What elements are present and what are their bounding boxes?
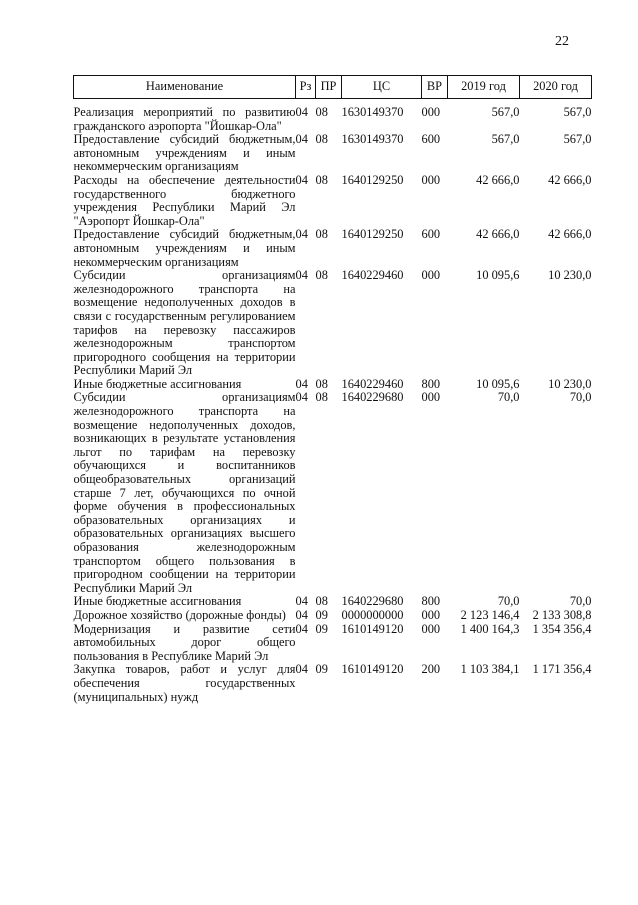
budget-table — [73, 75, 592, 704]
table-row — [74, 269, 592, 378]
row-vr: 600 — [421, 132, 441, 147]
row-cs: 1630149370 — [341, 132, 404, 147]
row-rz: 04 — [295, 105, 308, 119]
row-name: Реализация мероприятий по развитию гражданского аэропорта "Йошкар-Ола" — [73, 105, 296, 133]
table-row — [74, 391, 592, 595]
header-pr: ПР — [316, 76, 342, 99]
row-rz: 04 — [295, 607, 308, 622]
row-pr: 08 — [315, 132, 328, 147]
row-vr: 000 — [421, 105, 441, 119]
table-row — [74, 378, 592, 392]
page-number: 22 — [555, 34, 569, 49]
row-cs: 1640229460 — [341, 376, 404, 391]
row-value-2020: 42 666,0 — [548, 227, 592, 242]
row-value-2020: 70,0 — [569, 594, 592, 609]
row-value-2019: 42 666,0 — [476, 172, 520, 187]
row-cs: 1640129250 — [341, 227, 404, 242]
row-value-2019: 567,0 — [491, 132, 520, 147]
row-name: Предоставление субсидий бюджетным, автономным учреждениям и иным некоммерческим организациям — [73, 132, 296, 174]
row-name: Закупка товаров, работ и услуг для обеспечения государственных (муниципальных) нужд — [73, 662, 296, 704]
row-vr: 000 — [421, 172, 441, 187]
row-value-2020: 10 230,0 — [548, 268, 592, 283]
row-pr: 09 — [315, 662, 328, 677]
row-pr: 08 — [315, 172, 328, 187]
row-value-2019: 10 095,6 — [476, 376, 520, 391]
table-row — [74, 663, 592, 704]
row-pr: 08 — [315, 105, 328, 119]
row-rz: 04 — [295, 268, 308, 283]
table-header-row — [74, 76, 592, 99]
row-pr: 08 — [315, 376, 328, 391]
row-name: Дорожное хозяйство (дорожные фонды) — [73, 607, 286, 622]
row-value-2020: 567,0 — [563, 105, 592, 119]
row-rz: 04 — [295, 594, 308, 609]
row-name: Субсидии организациям железнодорожного транспорта на возмещение недополученных доходов в связи с государственным регулированием тарифов на перевозку пассажиров железнодорожным транспортом пригородного сообщения на территории Республики Марий Эл — [73, 268, 296, 378]
row-value-2020: 567,0 — [563, 132, 592, 147]
header-vr: ВР — [422, 76, 448, 99]
row-name: Модернизация и развитие сети автомобильных дорог общего пользования в Республике Марий Эл — [73, 621, 296, 663]
header-cs: ЦС — [342, 76, 422, 99]
row-value-2020: 42 666,0 — [548, 172, 592, 187]
row-cs: 1610149120 — [341, 662, 404, 677]
row-pr: 08 — [315, 268, 328, 283]
row-value-2019: 70,0 — [497, 594, 520, 609]
row-vr: 000 — [421, 621, 441, 636]
table-row — [74, 623, 592, 664]
header-2020: 2020 год — [520, 76, 592, 99]
row-value-2019: 567,0 — [491, 105, 520, 119]
table-row — [74, 228, 592, 269]
row-value-2020: 70,0 — [569, 390, 592, 405]
row-vr: 000 — [421, 390, 441, 405]
row-cs: 1630149370 — [341, 105, 404, 119]
row-rz: 04 — [295, 662, 308, 677]
header-2019: 2019 год — [448, 76, 520, 99]
table-row — [74, 609, 592, 623]
row-value-2020: 10 230,0 — [548, 376, 592, 391]
row-name: Предоставление субсидий бюджетным, автономным учреждениям и иным некоммерческим организациям — [73, 227, 296, 269]
row-pr: 08 — [315, 594, 328, 609]
row-rz: 04 — [295, 172, 308, 187]
row-value-2019: 1 103 384,1 — [460, 662, 520, 677]
row-name: Иные бюджетные ассигнования — [73, 594, 242, 609]
row-pr: 08 — [315, 390, 328, 405]
row-rz: 04 — [295, 132, 308, 147]
row-cs: 1640229680 — [341, 390, 404, 405]
row-vr: 000 — [421, 607, 441, 622]
row-value-2020: 2 133 308,8 — [532, 607, 592, 622]
row-value-2019: 2 123 146,4 — [460, 607, 520, 622]
table-row — [74, 133, 592, 174]
row-rz: 04 — [295, 376, 308, 391]
row-value-2019: 10 095,6 — [476, 268, 520, 283]
row-value-2020: 1 354 356,4 — [532, 621, 592, 636]
row-vr: 200 — [421, 662, 441, 677]
table-row — [74, 174, 592, 228]
row-vr: 800 — [421, 376, 441, 391]
row-cs: 1610149120 — [341, 621, 404, 636]
row-value-2019: 70,0 — [497, 390, 520, 405]
table-row — [74, 595, 592, 609]
row-name: Субсидии организациям железнодорожного транспорта на возмещение недополученных доходов, возникающих в результате установления льгот по тарифам на перевозку обучающихся и воспитанников общеобразовательных организаций старше 7 лет, обучающихся по очной форме обучения в профессиональных образовательных организациях и образовательных организациях высшего образования железнодорожным транспортом общего пользования в пригородном сообщении на территории Республики Марий Эл — [73, 390, 296, 595]
header-name: Наименование — [74, 76, 296, 99]
row-vr: 800 — [421, 594, 441, 609]
row-value-2019: 42 666,0 — [476, 227, 520, 242]
row-rz: 04 — [295, 390, 308, 405]
row-value-2020: 1 171 356,4 — [532, 662, 592, 677]
row-pr: 08 — [315, 227, 328, 242]
row-cs: 1640129250 — [341, 172, 404, 187]
row-pr: 09 — [315, 621, 328, 636]
row-vr: 000 — [421, 268, 441, 283]
row-rz: 04 — [295, 227, 308, 242]
row-name: Иные бюджетные ассигнования — [73, 376, 242, 391]
row-cs: 1640229460 — [341, 268, 404, 283]
table-row — [74, 99, 592, 134]
row-name: Расходы на обеспечение деятельности государственного бюджетного учреждения Республики Марий Эл "Аэропорт Йошкар-Ола" — [73, 172, 296, 228]
row-pr: 09 — [315, 607, 328, 622]
row-vr: 600 — [421, 227, 441, 242]
row-rz: 04 — [295, 621, 308, 636]
row-cs: 1640229680 — [341, 594, 404, 609]
header-rz: Рз — [296, 76, 316, 99]
row-value-2019: 1 400 164,3 — [460, 621, 520, 636]
row-cs: 0000000000 — [341, 607, 404, 622]
